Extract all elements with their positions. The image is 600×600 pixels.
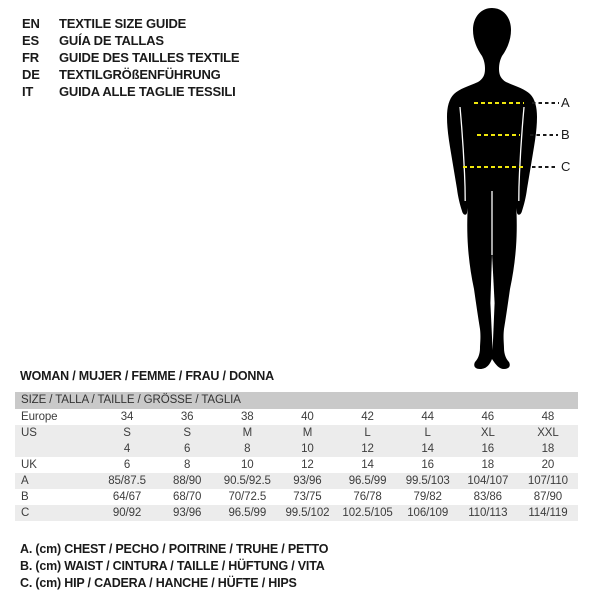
table-row bbox=[15, 425, 578, 441]
table-cell: 114/119 bbox=[528, 507, 568, 519]
legend-line: C. (cm) HIP / CADERA / HANCHE / HÜFTE / HIPS bbox=[20, 576, 297, 590]
table-cell: 76/78 bbox=[353, 491, 382, 503]
table-cell: XL bbox=[480, 427, 495, 439]
table-cell: 10 bbox=[241, 459, 254, 471]
language-code: ES bbox=[22, 33, 39, 48]
table-cell: 18 bbox=[541, 443, 555, 455]
language-title-list bbox=[22, 15, 239, 100]
table-row-label: Europe bbox=[21, 411, 58, 423]
table-cell: 90/92 bbox=[112, 507, 142, 519]
measure-label-hip: C bbox=[561, 159, 571, 174]
table-row-label bbox=[15, 441, 97, 457]
table-cell: 106/109 bbox=[407, 507, 449, 519]
legend-line: B. (cm) WAIST / CINTURA / TAILLE / HÜFTUNG / VITA bbox=[20, 559, 325, 573]
language-code: DE bbox=[22, 67, 40, 82]
table-cell: 16 bbox=[421, 459, 434, 471]
language-guide-title: GUIDA ALLE TAGLIE TESSILI bbox=[59, 84, 236, 99]
table-cell: 48 bbox=[541, 411, 555, 423]
table-cell: 83/86 bbox=[473, 491, 502, 503]
table-row-label: C bbox=[21, 507, 30, 519]
legend-line: A. (cm) CHEST / PECHO / POITRINE / TRUHE / PETTO bbox=[20, 542, 329, 556]
table-cell: 87/90 bbox=[533, 491, 563, 503]
table-cell: S bbox=[123, 427, 131, 439]
measurement-legend bbox=[20, 541, 328, 592]
table-cell: 90.5/92.5 bbox=[223, 475, 271, 487]
table-cell: 93/96 bbox=[293, 475, 322, 487]
table-cell: 99.5/102 bbox=[285, 507, 330, 519]
table-cell: 70/72.5 bbox=[228, 491, 267, 503]
table-row bbox=[15, 489, 578, 505]
size-table-header: SIZE / TALLA / TAILLE / GRÖSSE / TAGLIA bbox=[15, 392, 578, 409]
table-cell: 12 bbox=[301, 459, 314, 471]
table-row bbox=[15, 457, 578, 473]
table-cell: 104/107 bbox=[467, 475, 509, 487]
woman-silhouette-figure bbox=[432, 3, 582, 371]
table-cell: 96.5/99 bbox=[228, 507, 267, 519]
table-cell: 93/96 bbox=[173, 507, 202, 519]
table-cell: 14 bbox=[421, 443, 434, 455]
table-cell: 88/90 bbox=[173, 475, 202, 487]
table-cell: L bbox=[364, 427, 371, 439]
language-row bbox=[22, 66, 239, 83]
table-cell: 8 bbox=[244, 443, 251, 455]
table-cell: 4 bbox=[123, 443, 131, 455]
table-cell: 16 bbox=[481, 443, 495, 455]
table-cell: 44 bbox=[421, 411, 434, 423]
language-guide-title: TEXTILGRÖßENFÜHRUNG bbox=[59, 67, 221, 82]
table-cell: 34 bbox=[120, 411, 134, 423]
table-cell: 42 bbox=[361, 411, 374, 423]
table-cell: 20 bbox=[541, 459, 555, 471]
table-cell: M bbox=[302, 427, 313, 439]
table-row-label: B bbox=[21, 491, 29, 503]
table-cell: 64/67 bbox=[112, 491, 142, 503]
table-cell: M bbox=[242, 427, 253, 439]
table-row-label: A bbox=[21, 475, 29, 487]
language-code: IT bbox=[22, 84, 34, 99]
size-table-body bbox=[15, 409, 578, 521]
measure-label-chest: A bbox=[561, 95, 570, 110]
language-guide-title: GUÍA DE TALLAS bbox=[59, 33, 164, 48]
table-row-label: US bbox=[21, 427, 37, 439]
table-cell: 8 bbox=[184, 459, 191, 471]
table-cell: 68/70 bbox=[173, 491, 202, 503]
table-cell: 102.5/105 bbox=[342, 507, 393, 519]
language-code: FR bbox=[22, 50, 39, 65]
language-row bbox=[22, 15, 239, 32]
language-row bbox=[22, 32, 239, 49]
table-cell: 107/110 bbox=[527, 475, 568, 487]
language-row bbox=[22, 83, 239, 100]
table-cell: 6 bbox=[123, 459, 131, 471]
language-row bbox=[22, 49, 239, 66]
table-cell: 18 bbox=[481, 459, 495, 471]
table-cell: 110/113 bbox=[468, 507, 508, 519]
table-cell: 73/75 bbox=[293, 491, 322, 503]
language-code: EN bbox=[22, 16, 40, 31]
table-cell: 36 bbox=[180, 411, 194, 423]
table-cell: 14 bbox=[361, 459, 374, 471]
table-cell: XXL bbox=[537, 427, 559, 439]
table-cell: 6 bbox=[184, 443, 191, 455]
language-guide-title: TEXTILE SIZE GUIDE bbox=[59, 16, 187, 31]
table-row bbox=[15, 505, 578, 521]
table-cell: 38 bbox=[241, 411, 254, 423]
table-row bbox=[15, 441, 578, 457]
table-cell: L bbox=[424, 427, 431, 439]
table-cell: 85/87.5 bbox=[108, 475, 146, 487]
measure-label-waist: B bbox=[561, 127, 570, 142]
table-cell: 96.5/99 bbox=[348, 475, 387, 487]
table-cell: 10 bbox=[301, 443, 314, 455]
section-title-woman: WOMAN / MUJER / FEMME / FRAU / DONNA bbox=[20, 369, 274, 383]
table-cell: S bbox=[183, 427, 191, 439]
table-row bbox=[15, 409, 578, 425]
table-cell: 40 bbox=[301, 411, 314, 423]
table-cell: 46 bbox=[481, 411, 495, 423]
table-row-label: UK bbox=[21, 459, 37, 471]
table-cell: 12 bbox=[361, 443, 374, 455]
table-cell: 79/82 bbox=[413, 491, 442, 503]
size-table bbox=[15, 392, 578, 521]
table-cell: 99.5/103 bbox=[405, 475, 450, 487]
table-row bbox=[15, 473, 578, 489]
language-guide-title: GUIDE DES TAILLES TEXTILE bbox=[59, 50, 240, 65]
